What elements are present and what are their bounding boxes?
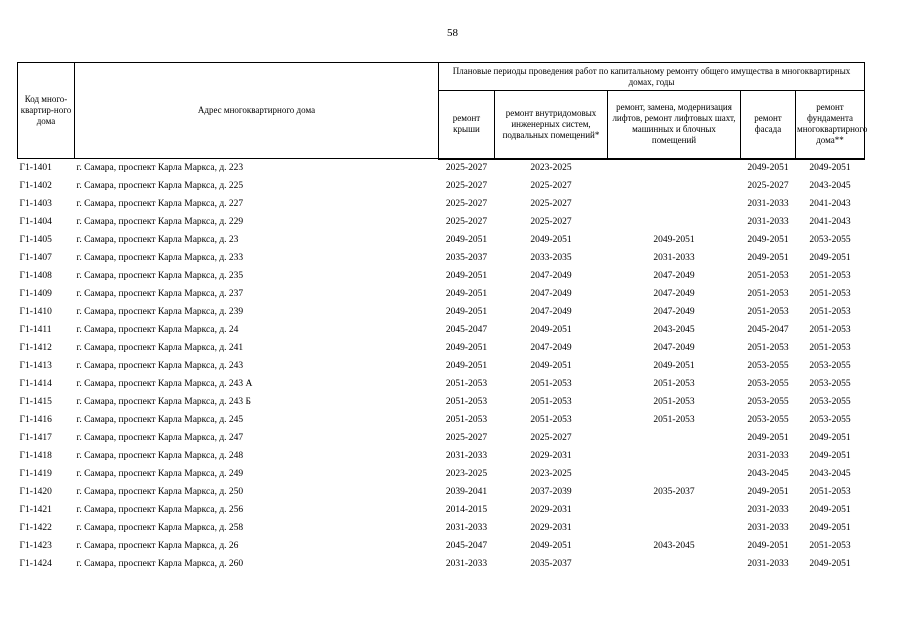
cell-roof-period: 2051-2053: [445, 379, 488, 389]
cell-foundation-period: 2051-2053: [809, 271, 851, 281]
cell-lift-period: [608, 178, 741, 196]
table-row: [18, 322, 865, 340]
cell-foundation-period: 2049-2051: [809, 253, 851, 263]
cell-house-code: Г1-1402: [19, 181, 52, 191]
cell-lift-period: [608, 196, 741, 214]
cell-house-code: Г1-1424: [19, 559, 52, 569]
cell-lift-period: [608, 466, 741, 484]
cell-roof-period: 2031-2033: [445, 523, 488, 533]
cell-address: г. Самара, проспект Карла Маркса, д. 235: [76, 271, 244, 281]
cell-address: г. Самара, проспект Карла Маркса, д. 225: [76, 181, 244, 191]
cell-facade-period: 2049-2051: [747, 253, 789, 263]
cell-foundation-period: 2051-2053: [809, 289, 851, 299]
cell-house-code: Г1-1421: [19, 505, 52, 515]
cell-facade-period: 2053-2055: [747, 415, 789, 425]
table-row: [18, 196, 865, 214]
cell-address: г. Самара, проспект Карла Маркса, д. 241: [76, 343, 244, 353]
cell-address: г. Самара, проспект Карла Маркса, д. 23: [76, 235, 239, 245]
cell-roof-period: 2031-2033: [445, 559, 488, 569]
cell-lift-period: 2051-2053: [653, 379, 695, 389]
cell-house-code: Г1-1417: [19, 433, 52, 443]
table-row: [18, 556, 865, 574]
cell-foundation-period: 2049-2051: [809, 505, 851, 515]
cell-roof-period: 2031-2033: [445, 451, 488, 461]
cell-facade-period: 2051-2053: [747, 271, 789, 281]
cell-lift-period: 2047-2049: [653, 307, 695, 317]
cell-facade-period: 2049-2051: [747, 541, 789, 551]
cell-facade-period: 2025-2027: [747, 181, 789, 191]
cell-address: г. Самара, проспект Карла Маркса, д. 260: [76, 559, 244, 569]
page-number: 58: [447, 27, 458, 39]
cell-lift-period: [608, 502, 741, 520]
header-periods-group: Плановые периоды проведения работ по капитальному ремонту общего имущества в многоквартирных домах, годы: [439, 63, 865, 91]
cell-facade-period: 2043-2045: [747, 469, 789, 479]
cell-facade-period: 2051-2053: [747, 289, 789, 299]
cell-engineering-period: 2029-2031: [530, 523, 572, 533]
cell-facade-period: 2049-2051: [747, 163, 789, 173]
cell-engineering-period: 2049-2051: [530, 235, 572, 245]
table-row: [18, 448, 865, 466]
cell-foundation-period: 2041-2043: [809, 199, 851, 209]
cell-roof-period: 2023-2025: [445, 469, 488, 479]
header-roof: ремонт крыши: [439, 91, 495, 159]
cell-roof-period: 2051-2053: [445, 397, 488, 407]
cell-house-code: Г1-1412: [19, 343, 52, 353]
cell-lift-period: 2035-2037: [653, 487, 695, 497]
cell-facade-period: 2031-2033: [747, 451, 789, 461]
cell-lift-period: [608, 159, 741, 178]
cell-foundation-period: 2043-2045: [809, 469, 851, 479]
table-row: [18, 214, 865, 232]
table-row: [18, 430, 865, 448]
header-code: Код много-квартир-ного дома: [18, 63, 75, 159]
cell-lift-period: 2043-2045: [653, 541, 695, 551]
table-row: [18, 412, 865, 430]
cell-roof-period: 2049-2051: [445, 271, 488, 281]
table-row: [18, 286, 865, 304]
header-foundation: ремонт фундамента многоквартирного дома**: [796, 91, 865, 159]
cell-foundation-period: 2049-2051: [809, 523, 851, 533]
table-row: [18, 159, 865, 178]
table-row: [18, 538, 865, 556]
cell-house-code: Г1-1418: [19, 451, 52, 461]
cell-lift-period: [608, 214, 741, 232]
cell-house-code: Г1-1423: [19, 541, 52, 551]
cell-facade-period: 2051-2053: [747, 343, 789, 353]
table-row: [18, 232, 865, 250]
cell-facade-period: 2031-2033: [747, 505, 789, 515]
cell-lift-period: 2047-2049: [653, 343, 695, 353]
cell-roof-period: 2014-2015: [445, 505, 488, 515]
cell-lift-period: 2049-2051: [653, 235, 695, 245]
cell-engineering-period: 2025-2027: [530, 433, 572, 443]
cell-address: г. Самара, проспект Карла Маркса, д. 243 Б: [76, 397, 252, 407]
cell-roof-period: 2049-2051: [445, 343, 488, 353]
table-row: [18, 250, 865, 268]
header-lifts: ремонт, замена, модернизация лифтов, ремонт лифтовых шахт, машинных и блочных помещений: [608, 91, 741, 159]
cell-facade-period: 2053-2055: [747, 379, 789, 389]
cell-foundation-period: 2051-2053: [809, 307, 851, 317]
header-facade: ремонт фасада: [741, 91, 796, 159]
cell-address: г. Самара, проспект Карла Маркса, д. 258: [76, 523, 244, 533]
cell-engineering-period: 2049-2051: [530, 361, 572, 371]
capital-repair-schedule-table: [17, 62, 868, 574]
cell-address: г. Самара, проспект Карла Маркса, д. 227: [76, 199, 244, 209]
cell-roof-period: 2051-2053: [445, 415, 488, 425]
table-body: [18, 159, 865, 574]
cell-address: г. Самара, проспект Карла Маркса, д. 243: [76, 361, 244, 371]
cell-lift-period: 2049-2051: [653, 361, 695, 371]
cell-foundation-period: 2053-2055: [809, 235, 851, 245]
cell-address: г. Самара, проспект Карла Маркса, д. 247: [76, 433, 244, 443]
table-row: [18, 394, 865, 412]
table-row: [18, 178, 865, 196]
cell-house-code: Г1-1419: [19, 469, 52, 479]
cell-lift-period: [608, 430, 741, 448]
cell-address: г. Самара, проспект Карла Маркса, д. 223: [76, 162, 244, 173]
table-row: [18, 304, 865, 322]
cell-lift-period: [608, 520, 741, 538]
cell-foundation-period: 2049-2051: [809, 451, 851, 461]
cell-facade-period: 2045-2047: [747, 325, 789, 335]
cell-engineering-period: 2049-2051: [530, 541, 572, 551]
cell-house-code: Г1-1422: [19, 523, 52, 533]
cell-lift-period: 2047-2049: [653, 271, 695, 281]
cell-facade-period: 2053-2055: [747, 361, 789, 371]
cell-address: г. Самара, проспект Карла Маркса, д. 239: [76, 307, 244, 317]
cell-engineering-period: 2047-2049: [530, 307, 572, 317]
cell-address: г. Самара, проспект Карла Маркса, д. 256: [76, 505, 244, 515]
cell-facade-period: 2031-2033: [747, 523, 789, 533]
cell-lift-period: 2043-2045: [653, 325, 695, 335]
cell-roof-period: 2049-2051: [445, 307, 488, 317]
cell-engineering-period: 2029-2031: [530, 505, 572, 515]
cell-foundation-period: 2043-2045: [809, 181, 851, 191]
header-address: Адрес многоквартирного дома: [75, 63, 439, 159]
cell-roof-period: 2025-2027: [445, 163, 488, 173]
cell-engineering-period: 2023-2025: [530, 469, 572, 479]
cell-lift-period: [608, 448, 741, 466]
cell-foundation-period: 2053-2055: [809, 415, 851, 425]
cell-address: г. Самара, проспект Карла Маркса, д. 26: [76, 541, 239, 551]
cell-lift-period: 2051-2053: [653, 415, 695, 425]
cell-engineering-period: 2025-2027: [530, 217, 572, 227]
cell-address: г. Самара, проспект Карла Маркса, д. 250: [76, 487, 244, 497]
cell-facade-period: 2051-2053: [747, 307, 789, 317]
cell-engineering-period: 2047-2049: [530, 289, 572, 299]
cell-engineering-period: 2025-2027: [530, 199, 572, 209]
cell-engineering-period: 2023-2025: [530, 163, 572, 173]
cell-roof-period: 2045-2047: [445, 325, 488, 335]
cell-address: г. Самара, проспект Карла Маркса, д. 249: [76, 469, 244, 479]
cell-house-code: Г1-1410: [19, 307, 52, 317]
cell-engineering-period: 2051-2053: [530, 397, 572, 407]
cell-house-code: Г1-1416: [19, 415, 52, 425]
cell-engineering-period: 2051-2053: [530, 379, 572, 389]
cell-house-code: Г1-1404: [19, 217, 52, 227]
cell-engineering-period: 2029-2031: [530, 451, 572, 461]
cell-foundation-period: 2049-2051: [809, 433, 851, 443]
cell-address: г. Самара, проспект Карла Маркса, д. 243 А: [76, 379, 253, 389]
cell-engineering-period: 2025-2027: [530, 181, 572, 191]
header-engineering: ремонт внутридомовых инженерных систем, подвальных помещений*: [495, 91, 608, 159]
table-row: [18, 466, 865, 484]
cell-house-code: Г1-1401: [19, 162, 52, 173]
cell-house-code: Г1-1413: [19, 361, 52, 371]
cell-house-code: Г1-1409: [19, 289, 52, 299]
cell-address: г. Самара, проспект Карла Маркса, д. 229: [76, 217, 244, 227]
table-row: [18, 340, 865, 358]
cell-lift-period: [608, 556, 741, 574]
cell-house-code: Г1-1408: [19, 271, 52, 281]
table-row: [18, 520, 865, 538]
cell-address: г. Самара, проспект Карла Маркса, д. 24: [76, 325, 239, 335]
cell-engineering-period: 2033-2035: [530, 253, 572, 263]
cell-address: г. Самара, проспект Карла Маркса, д. 237: [76, 289, 244, 299]
cell-roof-period: 2039-2041: [445, 487, 488, 497]
cell-facade-period: 2049-2051: [747, 487, 789, 497]
cell-house-code: Г1-1411: [19, 325, 52, 335]
cell-lift-period: 2031-2033: [653, 253, 695, 263]
cell-lift-period: 2047-2049: [653, 289, 695, 299]
table-row: [18, 268, 865, 286]
cell-facade-period: 2031-2033: [747, 199, 789, 209]
cell-engineering-period: 2047-2049: [530, 343, 572, 353]
table-row: [18, 358, 865, 376]
cell-foundation-period: 2051-2053: [809, 487, 851, 497]
cell-foundation-period: 2049-2051: [809, 163, 851, 173]
table-header: [18, 63, 868, 159]
cell-house-code: Г1-1405: [19, 235, 52, 245]
cell-house-code: Г1-1420: [19, 487, 52, 497]
cell-foundation-period: 2051-2053: [809, 343, 851, 353]
cell-engineering-period: 2047-2049: [530, 271, 572, 281]
cell-roof-period: 2025-2027: [445, 433, 488, 443]
cell-roof-period: 2025-2027: [445, 217, 488, 227]
table-row: [18, 502, 865, 520]
table-row: [18, 376, 865, 394]
cell-roof-period: 2045-2047: [445, 541, 488, 551]
cell-roof-period: 2025-2027: [445, 181, 488, 191]
cell-foundation-period: 2041-2043: [809, 217, 851, 227]
cell-foundation-period: 2049-2051: [809, 559, 851, 569]
cell-foundation-period: 2051-2053: [809, 325, 851, 335]
cell-house-code: Г1-1407: [19, 253, 52, 263]
cell-house-code: Г1-1403: [19, 199, 52, 209]
cell-facade-period: 2053-2055: [747, 397, 789, 407]
cell-address: г. Самара, проспект Карла Маркса, д. 233: [76, 253, 244, 263]
cell-engineering-period: 2049-2051: [530, 325, 572, 335]
cell-address: г. Самара, проспект Карла Маркса, д. 248: [76, 451, 244, 461]
cell-engineering-period: 2035-2037: [530, 559, 572, 569]
cell-facade-period: 2031-2033: [747, 217, 789, 227]
cell-facade-period: 2049-2051: [747, 433, 789, 443]
cell-engineering-period: 2051-2053: [530, 415, 572, 425]
cell-roof-period: 2049-2051: [445, 235, 488, 245]
cell-foundation-period: 2053-2055: [809, 361, 851, 371]
cell-address: г. Самара, проспект Карла Маркса, д. 245: [76, 415, 244, 425]
cell-lift-period: 2051-2053: [653, 397, 695, 407]
cell-facade-period: 2049-2051: [747, 235, 789, 245]
table-row: [18, 484, 865, 502]
cell-facade-period: 2031-2033: [747, 559, 789, 569]
cell-roof-period: 2049-2051: [445, 289, 488, 299]
cell-engineering-period: 2037-2039: [530, 487, 572, 497]
cell-foundation-period: 2051-2053: [809, 541, 851, 551]
cell-roof-period: 2035-2037: [445, 253, 488, 263]
cell-foundation-period: 2053-2055: [809, 379, 851, 389]
cell-roof-period: 2025-2027: [445, 199, 488, 209]
cell-house-code: Г1-1415: [19, 397, 52, 407]
cell-roof-period: 2049-2051: [445, 361, 488, 371]
cell-house-code: Г1-1414: [19, 379, 52, 389]
cell-foundation-period: 2053-2055: [809, 397, 851, 407]
